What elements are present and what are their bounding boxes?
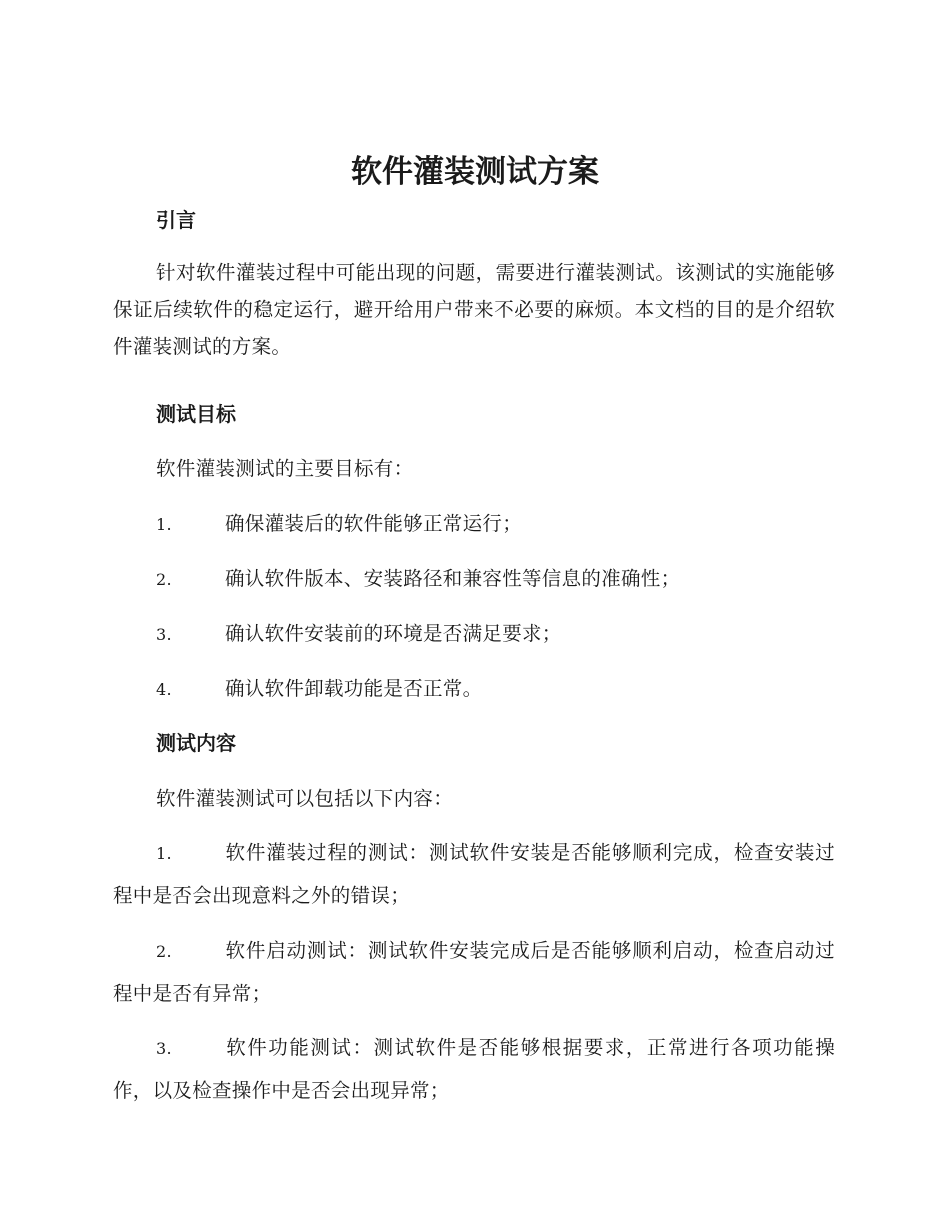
section-heading-goals: 测试目标 <box>156 402 236 426</box>
list-number: 4. <box>156 680 172 699</box>
list-number: 1. <box>156 515 172 534</box>
list-text: 软件启动测试：测试软件安装完成后是否能够顺利启动，检查启动过程中是否有异常； <box>113 939 835 1005</box>
list-number: 3. <box>156 1039 172 1058</box>
goals-list-item <box>113 558 835 601</box>
list-number: 2. <box>156 942 172 961</box>
section-heading-intro: 引言 <box>156 208 196 232</box>
list-text: 确认软件安装前的环境是否满足要求； <box>225 622 562 645</box>
content-list-item <box>113 832 835 917</box>
content-list-item <box>113 930 835 1015</box>
list-number: 1. <box>156 844 172 863</box>
goals-list-item <box>113 613 835 656</box>
list-text: 软件功能测试：测试软件是否能够根据要求，正常进行各项功能操作，以及检查操作中是否会出现异常； <box>113 1036 835 1102</box>
list-text: 软件灌装过程的测试：测试软件安装是否能够顺利完成，检查安装过程中是否会出现意料之外的错误； <box>113 841 835 907</box>
list-text: 确认软件卸载功能是否正常。 <box>225 677 483 700</box>
intro-paragraph: 针对软件灌装过程中可能出现的问题，需要进行灌装测试。该测试的实施能够保证后续软件的稳定运行，避开给用户带来不必要的麻烦。本文档的目的是介绍软件灌装测试的方案。 <box>113 261 835 358</box>
goals-lead: 软件灌装测试的主要目标有： <box>156 457 414 480</box>
goals-list-item <box>113 503 835 546</box>
list-text: 确认软件版本、安装路径和兼容性等信息的准确性； <box>225 567 681 590</box>
list-text: 确保灌装后的软件能够正常运行； <box>225 512 523 535</box>
list-number: 3. <box>156 625 172 644</box>
section-heading-content: 测试内容 <box>156 731 236 755</box>
list-number: 2. <box>156 570 172 589</box>
content-lead: 软件灌装测试可以包括以下内容： <box>156 787 454 810</box>
goals-list-item <box>113 668 835 711</box>
document-title: 软件灌装测试方案 <box>351 154 599 190</box>
content-list-item <box>113 1027 835 1112</box>
